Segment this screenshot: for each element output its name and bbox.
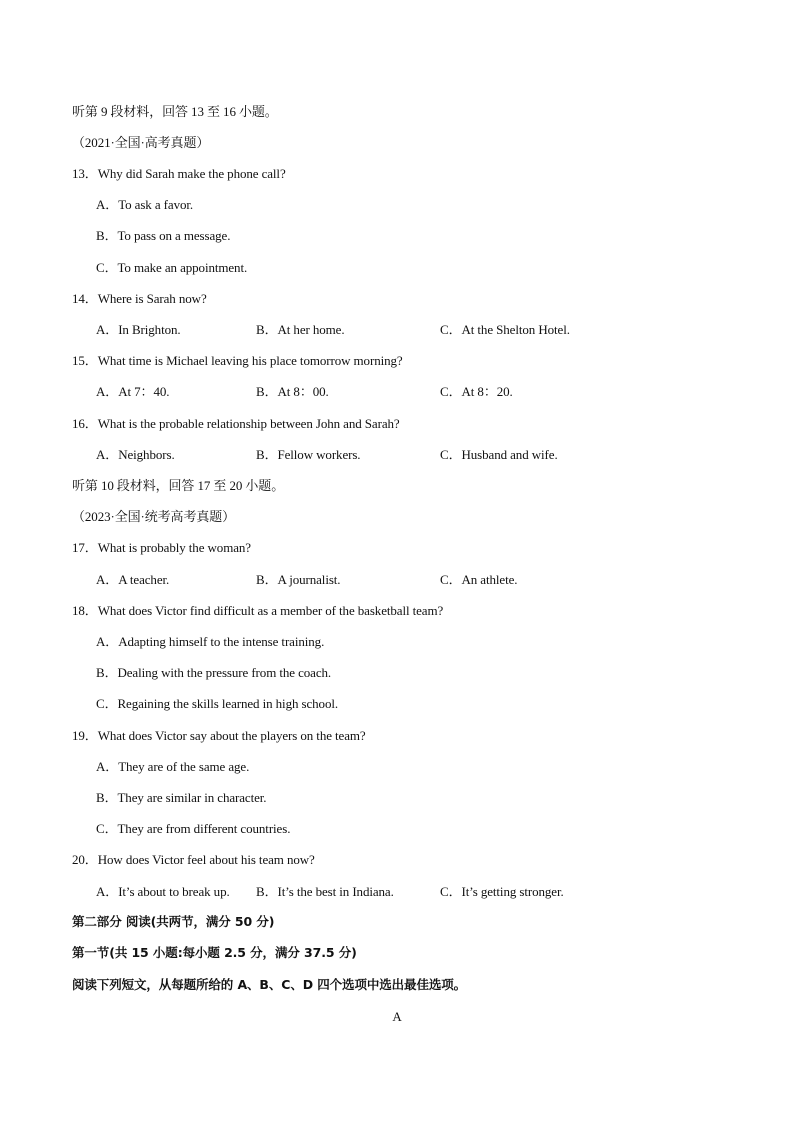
q20-option-c: C．It’s getting stronger. xyxy=(440,884,564,899)
q19-option-b: B．They are similar in character. xyxy=(96,790,267,805)
q14-option-a: A．In Brighton. xyxy=(96,322,181,337)
q20-option-a: A．It’s about to break up. xyxy=(96,884,230,899)
question-20: 20．How does Victor feel about his team now? xyxy=(72,852,315,867)
q18-option-c: C．Regaining the skills learned in high school. xyxy=(96,696,339,711)
section9-source: （2021·全国·高考真题） xyxy=(72,135,210,150)
q17-option-c: C．An athlete. xyxy=(440,572,518,587)
part2-heading: 第二部分 阅读(共两节，满分 50 分) xyxy=(72,914,275,929)
q13-option-a: A．To ask a favor. xyxy=(96,197,194,212)
q16-option-a: A．Neighbors. xyxy=(96,447,175,462)
q19-option-a: A．They are of the same age. xyxy=(96,759,250,774)
section10-source: （2023·全国·统考高考真题） xyxy=(72,509,236,524)
part2-instruction: 阅读下列短文，从每题所给的 A、B、C、D 四个选项中选出最佳选项。 xyxy=(72,977,467,992)
question-17: 17．What is probably the woman? xyxy=(72,540,251,555)
q14-option-c: C．At the Shelton Hotel. xyxy=(440,322,570,337)
q17-option-a: A．A teacher. xyxy=(96,572,170,587)
q15-option-b: B．At 8：00. xyxy=(256,384,329,399)
q18-option-a: A．Adapting himself to the intense training. xyxy=(96,634,325,649)
q16-option-b: B．Fellow workers. xyxy=(256,447,361,462)
q13-option-c: C．To make an appointment. xyxy=(96,260,248,275)
q15-option-c: C．At 8：20. xyxy=(440,384,513,399)
q18-option-b: B．Dealing with the pressure from the coach. xyxy=(96,665,332,680)
q14-option-b: B．At her home. xyxy=(256,322,345,337)
passage-label: A xyxy=(392,1009,402,1024)
q15-option-a: A．At 7：40. xyxy=(96,384,170,399)
question-15: 15．What time is Michael leaving his place tomorrow morning? xyxy=(72,353,403,368)
q13-option-b: B．To pass on a message. xyxy=(96,228,231,243)
question-18: 18．What does Victor find difficult as a member of the basketball team? xyxy=(72,603,444,618)
q16-option-c: C．Husband and wife. xyxy=(440,447,558,462)
question-16: 16．What is the probable relationship between John and Sarah? xyxy=(72,416,400,431)
q17-option-b: B．A journalist. xyxy=(256,572,341,587)
section9-intro: 听第 9 段材料，回答 13 至 16 小题。 xyxy=(72,104,278,119)
question-14: 14．Where is Sarah now? xyxy=(72,291,207,306)
section10-intro: 听第 10 段材料，回答 17 至 20 小题。 xyxy=(72,478,285,493)
part2-section1-heading: 第一节(共 15 小题:每小题 2.5 分，满分 37.5 分) xyxy=(72,945,357,960)
q20-option-b: B．It’s the best in Indiana. xyxy=(256,884,394,899)
q19-option-c: C．They are from different countries. xyxy=(96,821,291,836)
question-13: 13．Why did Sarah make the phone call? xyxy=(72,166,286,181)
question-19: 19．What does Victor say about the players on the team? xyxy=(72,728,366,743)
